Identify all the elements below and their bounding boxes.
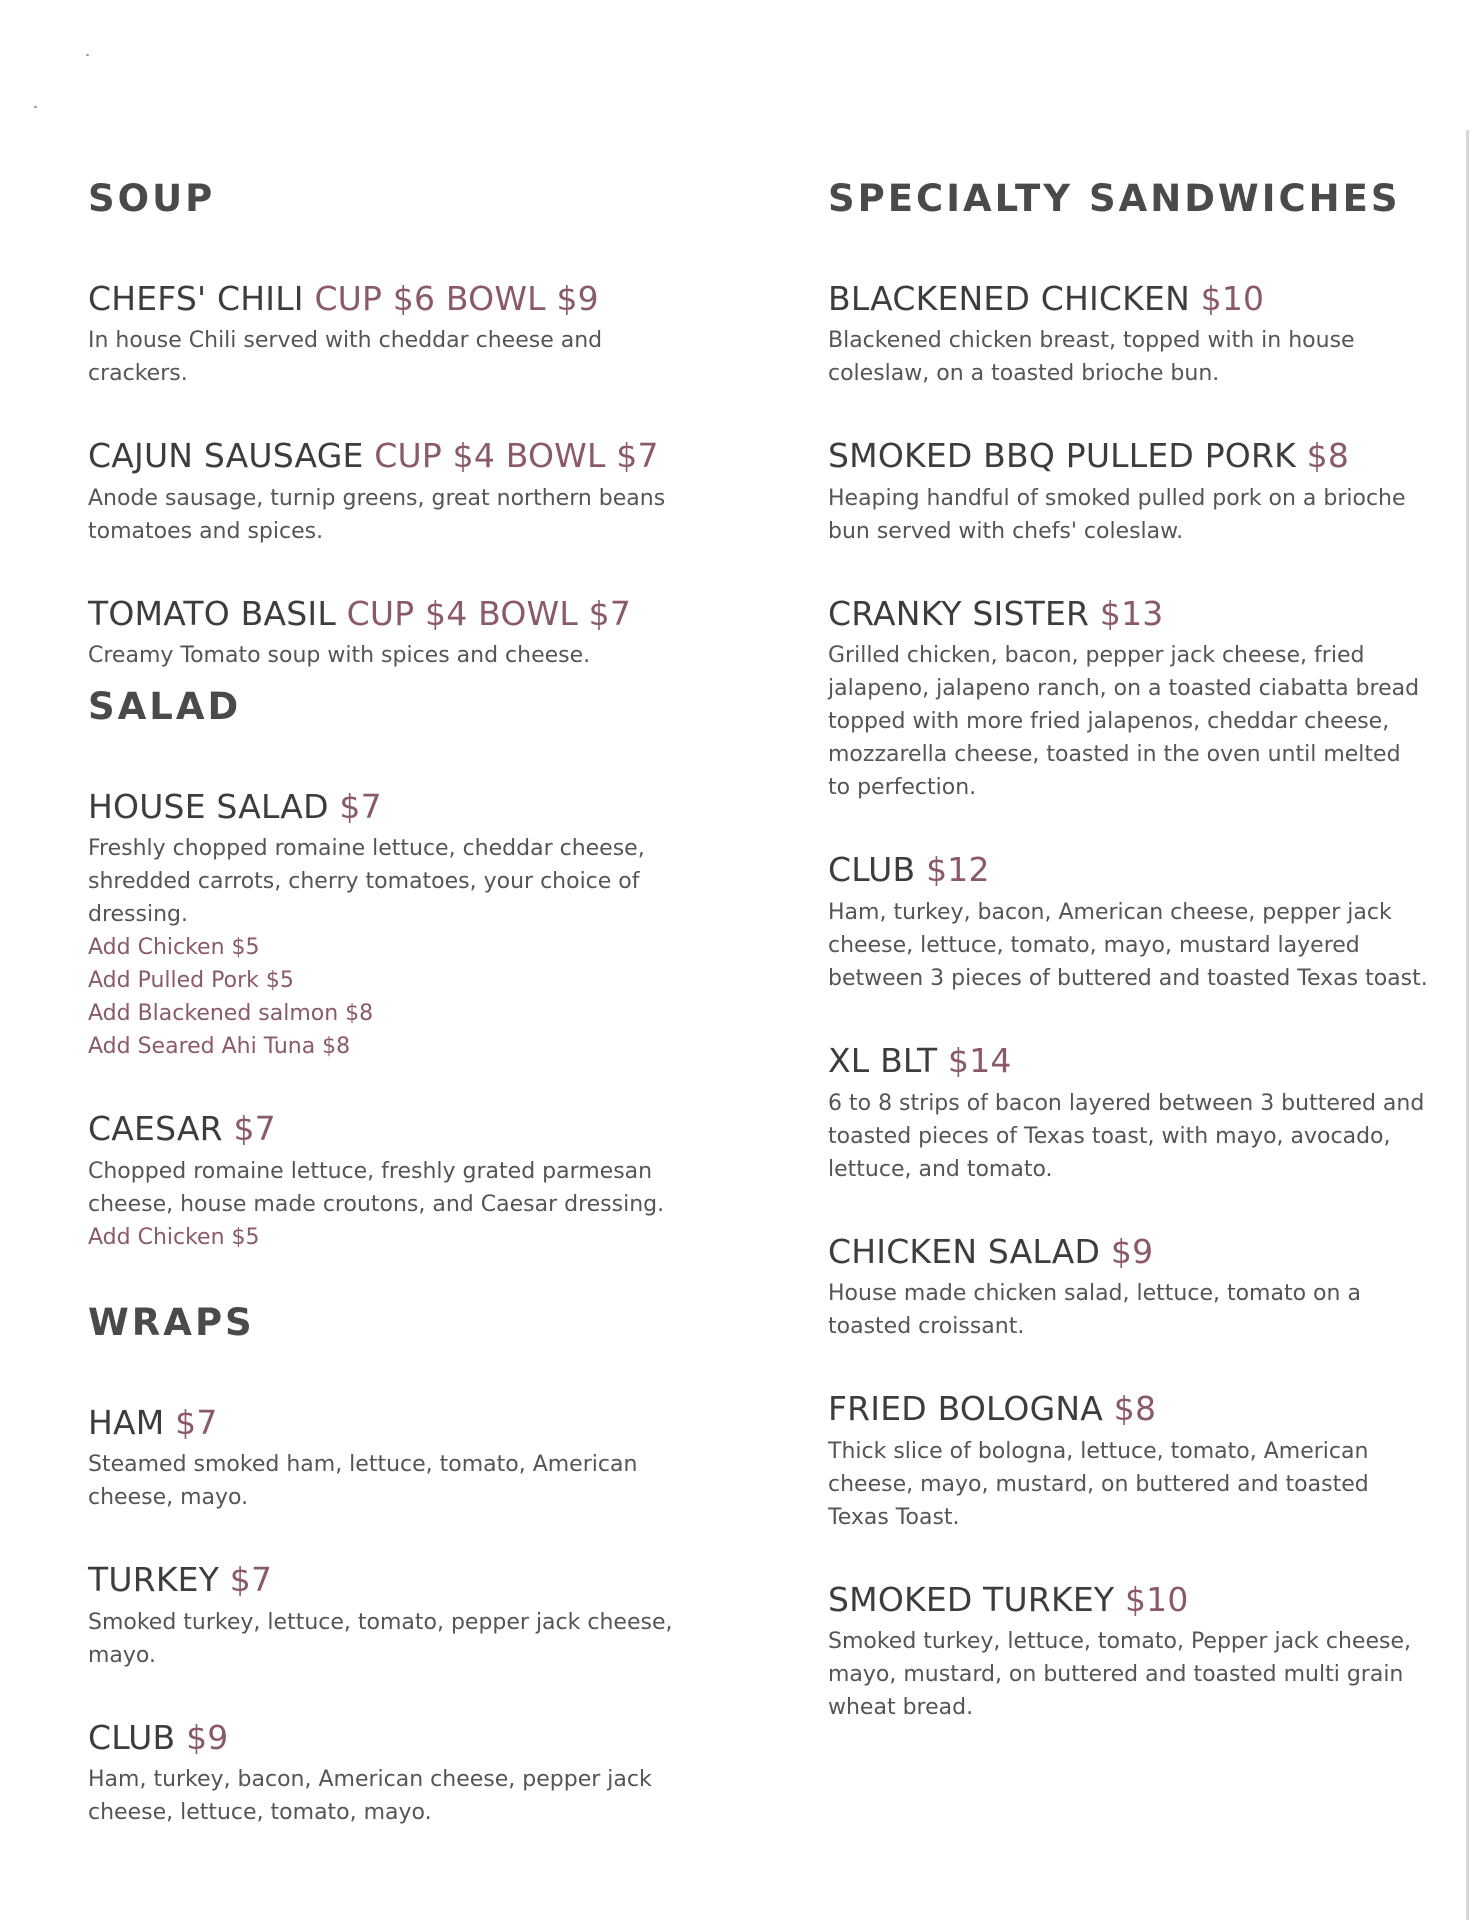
item-price: $7 bbox=[175, 1402, 218, 1442]
wraps-section bbox=[88, 1302, 688, 1829]
item-description: Thick slice of bologna, lettuce, tomato, American cheese, mayo, mustard, on buttered and toasted Texas Toast. bbox=[828, 1438, 1369, 1530]
item-name-line bbox=[88, 1403, 688, 1443]
item-name-line bbox=[828, 1580, 1428, 1620]
item-name: CLUB bbox=[88, 1717, 176, 1757]
item-price: $7 bbox=[339, 786, 382, 826]
addon-option: Add Pulled Pork $5 bbox=[88, 968, 294, 994]
menu-item-house-salad bbox=[88, 787, 688, 1064]
item-name-line bbox=[88, 787, 688, 827]
item-name-line bbox=[828, 436, 1428, 476]
item-name: SMOKED BBQ PULLED PORK bbox=[828, 436, 1296, 476]
item-description: Heaping handful of smoked pulled pork on a brioche bun served with chefs' coleslaw. bbox=[828, 485, 1406, 544]
item-name: BLACKENED CHICKEN bbox=[828, 278, 1190, 318]
addon-option: Add Seared Ahi Tuna $8 bbox=[88, 1034, 351, 1060]
item-price: $9 bbox=[186, 1717, 229, 1757]
item-name: CHEFS' CHILI bbox=[88, 278, 304, 318]
cup-price: CUP $4 bbox=[374, 436, 496, 476]
menu-item-turkey-wrap bbox=[88, 1560, 688, 1672]
item-name-line bbox=[828, 594, 1428, 634]
salad-section bbox=[88, 686, 688, 1254]
bowl-price: BOWL $9 bbox=[445, 278, 599, 318]
bowl-price: BOWL $7 bbox=[478, 593, 632, 633]
item-name-line bbox=[828, 1389, 1428, 1429]
menu-item-club-sandwich bbox=[828, 850, 1428, 995]
section-title-soup: SOUP bbox=[88, 177, 216, 220]
item-price: $10 bbox=[1124, 1579, 1189, 1619]
item-name: CHICKEN SALAD bbox=[828, 1231, 1101, 1271]
menu-item-ham-wrap bbox=[88, 1403, 688, 1515]
menu-item-smoked-turkey bbox=[828, 1580, 1428, 1725]
item-name-line bbox=[88, 279, 688, 319]
menu-item-club-wrap bbox=[88, 1718, 688, 1830]
item-name: SMOKED TURKEY bbox=[828, 1579, 1115, 1619]
item-name: XL BLT bbox=[828, 1040, 938, 1080]
item-description: 6 to 8 strips of bacon layered between 3 buttered and toasted pieces of Texas toast, with mayo, avocado, lettuce, and tomato. bbox=[828, 1090, 1425, 1182]
item-name: FRIED BOLOGNA bbox=[828, 1389, 1104, 1429]
item-name-line bbox=[828, 279, 1428, 319]
menu-item-fried-bologna bbox=[828, 1389, 1428, 1534]
item-price: $14 bbox=[948, 1040, 1012, 1080]
section-title-specialty-sandwiches: SPECIALTY SANDWICHES bbox=[828, 177, 1401, 220]
item-name-line bbox=[828, 1041, 1428, 1081]
item-name: CAJUN SAUSAGE bbox=[88, 436, 364, 476]
item-name-line bbox=[88, 594, 688, 634]
menu-item-chicken-salad bbox=[828, 1232, 1428, 1344]
item-name: TOMATO BASIL bbox=[88, 593, 336, 633]
item-description: Anode sausage, turnip greens, great northern beans tomatoes and spices. bbox=[88, 485, 666, 544]
menu-item-tomato-basil bbox=[88, 594, 688, 673]
scan-speck bbox=[34, 106, 37, 108]
item-name-line bbox=[88, 436, 688, 476]
item-name: CAESAR bbox=[88, 1109, 223, 1149]
menu-item-cranky-sister bbox=[828, 594, 1428, 805]
item-description: Chopped romaine lettuce, freshly grated parmesan cheese, house made croutons, and Caesar dressing. bbox=[88, 1159, 665, 1218]
menu-item-blackened-chicken bbox=[828, 279, 1428, 391]
item-name-line bbox=[88, 1109, 688, 1149]
item-description: Smoked turkey, lettuce, tomato, Pepper jack cheese, mayo, mustard, on buttered and toasted multi grain wheat bread. bbox=[828, 1629, 1411, 1721]
item-name-line bbox=[828, 1232, 1428, 1272]
item-description: Steamed smoked ham, lettuce, tomato, American cheese, mayo. bbox=[88, 1452, 638, 1511]
item-description: Creamy Tomato soup with spices and cheese. bbox=[88, 643, 591, 669]
item-description: In house Chili served with cheddar cheese and crackers. bbox=[88, 328, 603, 387]
menu-item-cajun-sausage bbox=[88, 436, 688, 548]
page-edge-shadow bbox=[1466, 130, 1469, 1920]
soup-section bbox=[88, 178, 688, 672]
menu-item-caesar bbox=[88, 1109, 688, 1254]
item-name: HAM bbox=[88, 1402, 165, 1442]
addon-option: Add Chicken $5 bbox=[88, 935, 260, 961]
item-price: $12 bbox=[926, 850, 990, 890]
item-name-line bbox=[88, 1718, 688, 1758]
addon-option: Add Chicken $5 bbox=[88, 1225, 260, 1251]
item-price: $10 bbox=[1200, 278, 1265, 318]
item-description: Freshly chopped romaine lettuce, cheddar cheese, shredded carrots, cherry tomatoes, your choice of dressing. bbox=[88, 836, 645, 928]
item-price: $8 bbox=[1113, 1389, 1157, 1429]
bowl-price: BOWL $7 bbox=[505, 436, 659, 476]
item-price: $7 bbox=[229, 1560, 273, 1600]
cup-price: CUP $4 bbox=[346, 593, 468, 633]
cup-price: CUP $6 bbox=[314, 278, 436, 318]
item-name-line bbox=[88, 1560, 688, 1600]
item-name: TURKEY bbox=[88, 1560, 220, 1600]
menu-item-smoked-bbq-pulled-pork bbox=[828, 436, 1428, 548]
item-name: HOUSE SALAD bbox=[88, 786, 329, 826]
addon-option: Add Blackened salmon $8 bbox=[88, 1001, 374, 1027]
item-price: $7 bbox=[233, 1109, 276, 1149]
section-title-wraps: WRAPS bbox=[88, 1301, 255, 1345]
item-name: CLUB bbox=[828, 850, 916, 890]
item-name-line bbox=[828, 850, 1428, 890]
item-description: Smoked turkey, lettuce, tomato, pepper jack cheese, mayo. bbox=[88, 1609, 673, 1668]
item-description: Ham, turkey, bacon, American cheese, pepper jack cheese, lettuce, tomato, mayo. bbox=[88, 1767, 652, 1826]
left-column bbox=[88, 178, 688, 1829]
item-description: Ham, turkey, bacon, American cheese, pepper jack cheese, lettuce, tomato, mayo, mustard layered between 3 pieces of buttered and toasted Texas toast. bbox=[828, 899, 1428, 991]
right-column bbox=[828, 178, 1428, 1724]
item-price: $9 bbox=[1110, 1231, 1154, 1271]
section-title-salad: SALAD bbox=[88, 685, 242, 729]
item-description: Grilled chicken, bacon, pepper jack cheese, fried jalapeno, jalapeno ranch, on a toasted ciabatta bread topped with more fried jalapenos, cheddar cheese, mozzarella cheese, toasted in the oven until melted to perfection. bbox=[828, 643, 1420, 801]
item-name: CRANKY SISTER bbox=[828, 593, 1090, 633]
item-price: $13 bbox=[1099, 593, 1164, 633]
item-description: Blackened chicken breast, topped with in house coleslaw, on a toasted brioche bun. bbox=[828, 328, 1355, 387]
menu-item-chefs-chili bbox=[88, 279, 688, 391]
specialty-sandwiches-section bbox=[828, 178, 1428, 1724]
menu-item-xl-blt bbox=[828, 1041, 1428, 1186]
item-price: $8 bbox=[1306, 436, 1350, 476]
scan-speck bbox=[86, 54, 89, 56]
item-description: House made chicken salad, lettuce, tomato on a toasted croissant. bbox=[828, 1281, 1361, 1340]
